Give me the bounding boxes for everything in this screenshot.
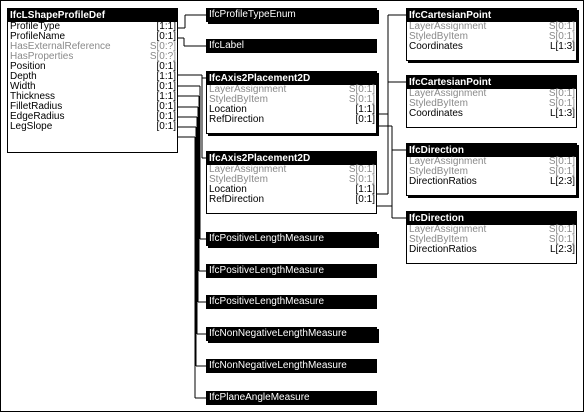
attribute-name: LayerAssignment bbox=[409, 88, 487, 99]
attribute-name: Coordinates bbox=[409, 108, 463, 119]
attribute-cardinality: [0:1] bbox=[156, 101, 176, 112]
attribute-name: RefDirection bbox=[209, 114, 265, 125]
attribute-cardinality: S[0:1] bbox=[548, 21, 575, 32]
attribute-name: EdgeRadius bbox=[10, 111, 65, 122]
attribute-cardinality: S[0:1] bbox=[548, 156, 575, 167]
type-box[interactable]: IfcNonNegativeLengthMeasure bbox=[206, 327, 377, 341]
attribute-name: LayerAssignment bbox=[209, 164, 287, 175]
attribute-cardinality: [0:1] bbox=[156, 121, 176, 132]
attribute-name: HasProperties bbox=[10, 51, 74, 62]
attribute-cardinality: S[0:1] bbox=[348, 174, 375, 185]
attribute-name: Location bbox=[209, 104, 247, 115]
attribute-name: LayerAssignment bbox=[409, 21, 487, 32]
attribute-cardinality: S[0:1] bbox=[548, 224, 575, 235]
attribute-cardinality: L[1:3] bbox=[549, 108, 575, 119]
attribute-name: StyledByItem bbox=[209, 94, 268, 105]
type-box[interactable]: IfcNonNegativeLengthMeasure bbox=[206, 359, 377, 373]
attribute-cardinality: [0:1] bbox=[156, 61, 176, 72]
attribute-name: StyledByItem bbox=[409, 98, 468, 109]
attribute-name: HasExternalReference bbox=[10, 41, 111, 52]
entity-axis2placement2d[interactable] bbox=[206, 71, 377, 134]
attribute-name: Width bbox=[10, 81, 36, 92]
attribute-cardinality: S[0:1] bbox=[548, 234, 575, 245]
attribute-cardinality: S[0:?] bbox=[149, 41, 176, 52]
entity-axis2placement2d[interactable] bbox=[206, 151, 377, 214]
attribute-row[interactable] bbox=[207, 195, 376, 205]
entity-title: IfcDirection bbox=[407, 144, 576, 157]
attribute-cardinality: [0:1] bbox=[156, 81, 176, 92]
attribute-name: FilletRadius bbox=[10, 101, 63, 112]
attribute-cardinality: S[0:1] bbox=[348, 84, 375, 95]
entity-title: IfcLShapeProfileDef bbox=[8, 9, 177, 22]
entity-direction[interactable] bbox=[406, 211, 577, 264]
attribute-name: ProfileType bbox=[10, 21, 61, 32]
attribute-cardinality: [1:1] bbox=[355, 184, 375, 195]
attribute-name: RefDirection bbox=[209, 194, 265, 205]
attribute-cardinality: S[0:1] bbox=[548, 31, 575, 42]
type-box[interactable]: IfcLabel bbox=[206, 39, 377, 53]
attribute-cardinality: [1:1] bbox=[355, 104, 375, 115]
attribute-name: Location bbox=[209, 184, 247, 195]
type-box[interactable]: IfcPositiveLengthMeasure bbox=[206, 232, 377, 246]
entity-cartesian-point[interactable] bbox=[406, 75, 577, 128]
attribute-cardinality: S[0:1] bbox=[348, 94, 375, 105]
attribute-cardinality: S[0:1] bbox=[548, 98, 575, 109]
attribute-name: StyledByItem bbox=[409, 234, 468, 245]
attribute-row[interactable] bbox=[407, 42, 576, 52]
attribute-name: DirectionRatios bbox=[409, 244, 477, 255]
entity-lshape-profile-def[interactable] bbox=[7, 8, 178, 153]
entity-title: IfcDirection bbox=[407, 212, 576, 225]
type-box[interactable]: IfcPlaneAngleMeasure bbox=[206, 391, 377, 405]
attribute-name: Thickness bbox=[10, 91, 56, 102]
attribute-name: Depth bbox=[10, 71, 37, 82]
attribute-cardinality: [0:1] bbox=[156, 111, 176, 122]
attribute-cardinality: S[0:?] bbox=[149, 51, 176, 62]
attribute-cardinality: S[0:1] bbox=[548, 88, 575, 99]
attribute-cardinality: [0:1] bbox=[355, 114, 375, 125]
attribute-name: LayerAssignment bbox=[409, 156, 487, 167]
attribute-name: LayerAssignment bbox=[409, 224, 487, 235]
attribute-cardinality: [0:1] bbox=[355, 194, 375, 205]
attribute-name: LayerAssignment bbox=[209, 84, 287, 95]
attribute-cardinality: L[2:3] bbox=[549, 244, 575, 255]
type-box[interactable]: IfcPositiveLengthMeasure bbox=[206, 264, 377, 278]
attribute-name: ProfileName bbox=[10, 31, 66, 42]
attribute-name: LegSlope bbox=[10, 121, 53, 132]
type-box[interactable]: IfcPositiveLengthMeasure bbox=[206, 295, 377, 309]
type-box[interactable]: IfcProfileTypeEnum bbox=[206, 8, 377, 22]
attribute-row[interactable] bbox=[207, 115, 376, 125]
entity-cartesian-point[interactable] bbox=[406, 8, 577, 61]
attribute-cardinality: [0:1] bbox=[156, 31, 176, 42]
attribute-name: DirectionRatios bbox=[409, 176, 477, 187]
attribute-name: StyledByItem bbox=[409, 166, 468, 177]
attribute-row[interactable] bbox=[407, 177, 576, 187]
attribute-cardinality: L[2:3] bbox=[549, 176, 575, 187]
attribute-cardinality: [1:1] bbox=[156, 91, 176, 102]
attribute-row[interactable] bbox=[407, 109, 576, 119]
attribute-cardinality: [1:1] bbox=[156, 71, 176, 82]
entity-direction[interactable] bbox=[406, 143, 577, 196]
attribute-row[interactable] bbox=[407, 245, 576, 255]
attribute-cardinality: S[0:1] bbox=[548, 166, 575, 177]
entity-title: IfcCartesianPoint bbox=[407, 76, 576, 89]
attribute-name: Position bbox=[10, 61, 46, 72]
attribute-cardinality: [1:1] bbox=[156, 21, 176, 32]
attribute-name: StyledByItem bbox=[409, 31, 468, 42]
attribute-cardinality: L[1:3] bbox=[549, 41, 575, 52]
attribute-cardinality: S[0:1] bbox=[348, 164, 375, 175]
entity-title: IfcCartesianPoint bbox=[407, 9, 576, 22]
entity-title: IfcAxis2Placement2D bbox=[207, 152, 376, 165]
attribute-name: Coordinates bbox=[409, 41, 463, 52]
entity-title: IfcAxis2Placement2D bbox=[207, 72, 376, 85]
attribute-name: StyledByItem bbox=[209, 174, 268, 185]
attribute-row[interactable] bbox=[8, 122, 177, 132]
